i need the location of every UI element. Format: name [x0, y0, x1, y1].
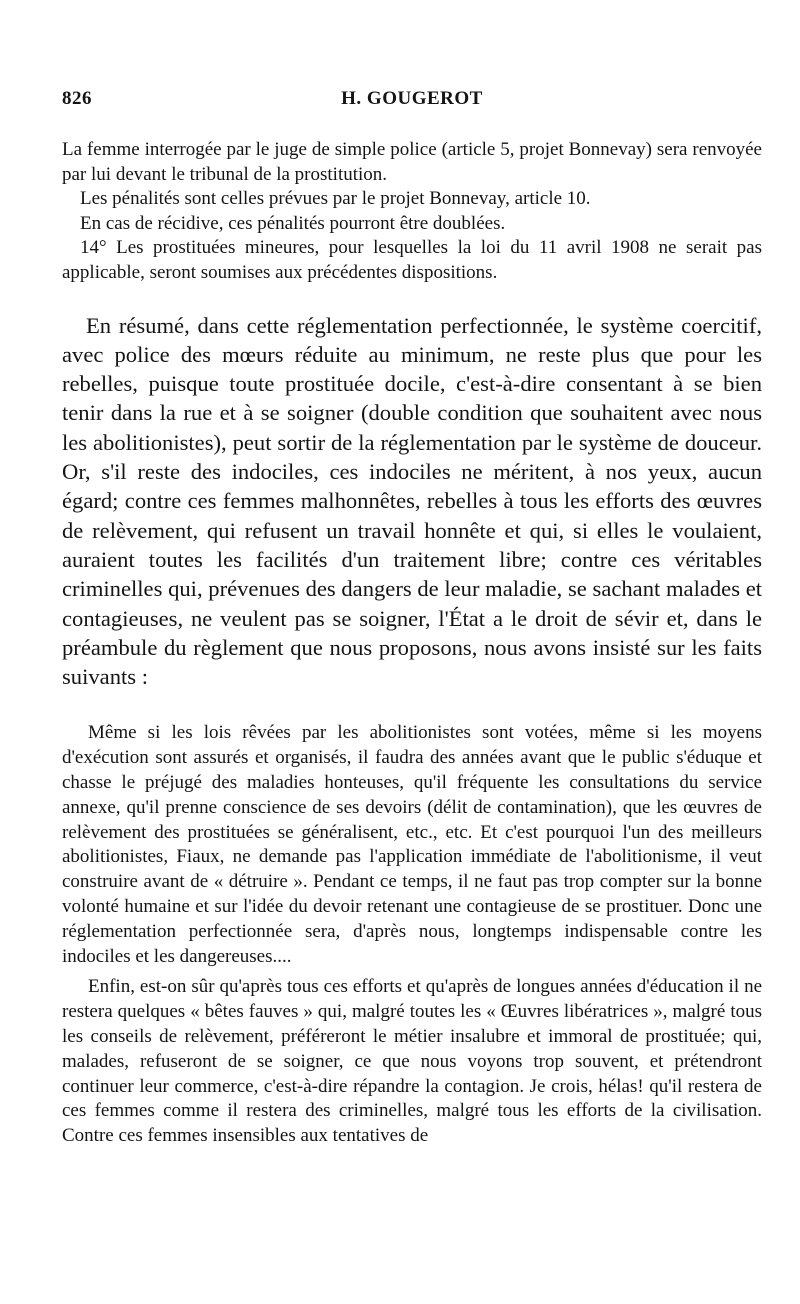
- page-body: [62, 138, 762, 1149]
- section-preamble-quote: [62, 721, 762, 1149]
- section-summary: [62, 311, 762, 692]
- paragraph-recidive: En cas de récidive, ces pénalités pourront être doublées.: [80, 212, 506, 234]
- running-head: H. GOUGEROT: [341, 88, 483, 109]
- paragraph-tribunal: La femme interrogée par le juge de simple police (article 5, projet Bonnevay) sera renvoyée par lui devant le tribunal de la prostitution.: [62, 139, 762, 185]
- paragraph-summary: En résumé, dans cette réglementation perfectionnée, le système coercitif, avec police des mœurs réduite au minimum, ne reste plus que pour les rebelles, puisque toute prostituée docile, c'est-à-dire consentant à se bien tenir dans la rue et à se soigner (double condition que souhaitent avec nous les abolitionistes), peut sortir de la réglementation par le système de douceur. Or, s'il reste des indociles, ces indociles ne méritent, à nos yeux, aucun égard; contre ces femmes malhonnêtes, rebelles à tous les efforts des œuvres de relèvement, qui refusent un travail honnête et qui, si elles le voulaient, auraient toutes les facilités d'un traitement libre; contre ces véritables criminelles qui, prévenues des dangers de leur maladie, se sachant malades et contagieuses, ne veulent pas se soigner, l'État a le droit de sévir et, dans le préambule du règlement que nous proposons, nous avons insisté sur les faits suivants :: [62, 312, 762, 690]
- paragraph-finally: Enfin, est-on sûr qu'après tous ces efforts et qu'après de longues années d'éducation il ne restera quelques « bêtes fauves » qui, malgré toutes les « Œuvres libératrices », malgré tous les conseils de relèvement, préféreront le métier insalubre et immoral de prostituée; qui, malades, refuseront de se soigner, ce que nous voyons trop souvent, et prétendront continuer leur commerce, c'est-à-dire répandre la contagion. Je crois, hélas! qu'il restera de ces femmes comme il restera des criminelles, malgré tous les efforts de la civilisation. Contre ces femmes insensibles aux tentatives de: [62, 976, 762, 1147]
- paragraph-abolitionists: Même si les lois rêvées par les abolitionistes sont votées, même si les moyens d'exécution sont assurés et organisés, il faudra des années avant que le public s'éduque et chasse le préjugé des maladies honteuses, qu'il fréquente les consultations du service annexe, qu'il prenne conscience de ses devoirs (délit de contamination), que les œuvres de relèvement des prostituées se généralisent, etc., etc. Et c'est pourquoi l'un des meilleurs abolitionistes, Fiaux, ne demande pas l'application immédiate de l'abolitionisme, il veut construire avant de « détruire ». Pendant ce temps, il ne faut pas trop compter sur la bonne volonté humaine et sur l'idée du devoir retenant une contagieuse de se prostituer. Donc une réglementation perfectionnée sera, d'après nous, longtemps indispensable contre les indociles et les dangereuses....: [62, 722, 762, 967]
- section-decree-articles: [62, 138, 762, 286]
- paragraph-minors: 14° Les prostituées mineures, pour lesquelles la loi du 11 avril 1908 ne serait pas applicable, seront soumises aux précédentes dispositions.: [62, 237, 762, 283]
- page-number: 826: [62, 88, 92, 109]
- page-header: [62, 88, 762, 118]
- paragraph-penalties: Les pénalités sont celles prévues par le projet Bonnevay, article 10.: [80, 188, 591, 210]
